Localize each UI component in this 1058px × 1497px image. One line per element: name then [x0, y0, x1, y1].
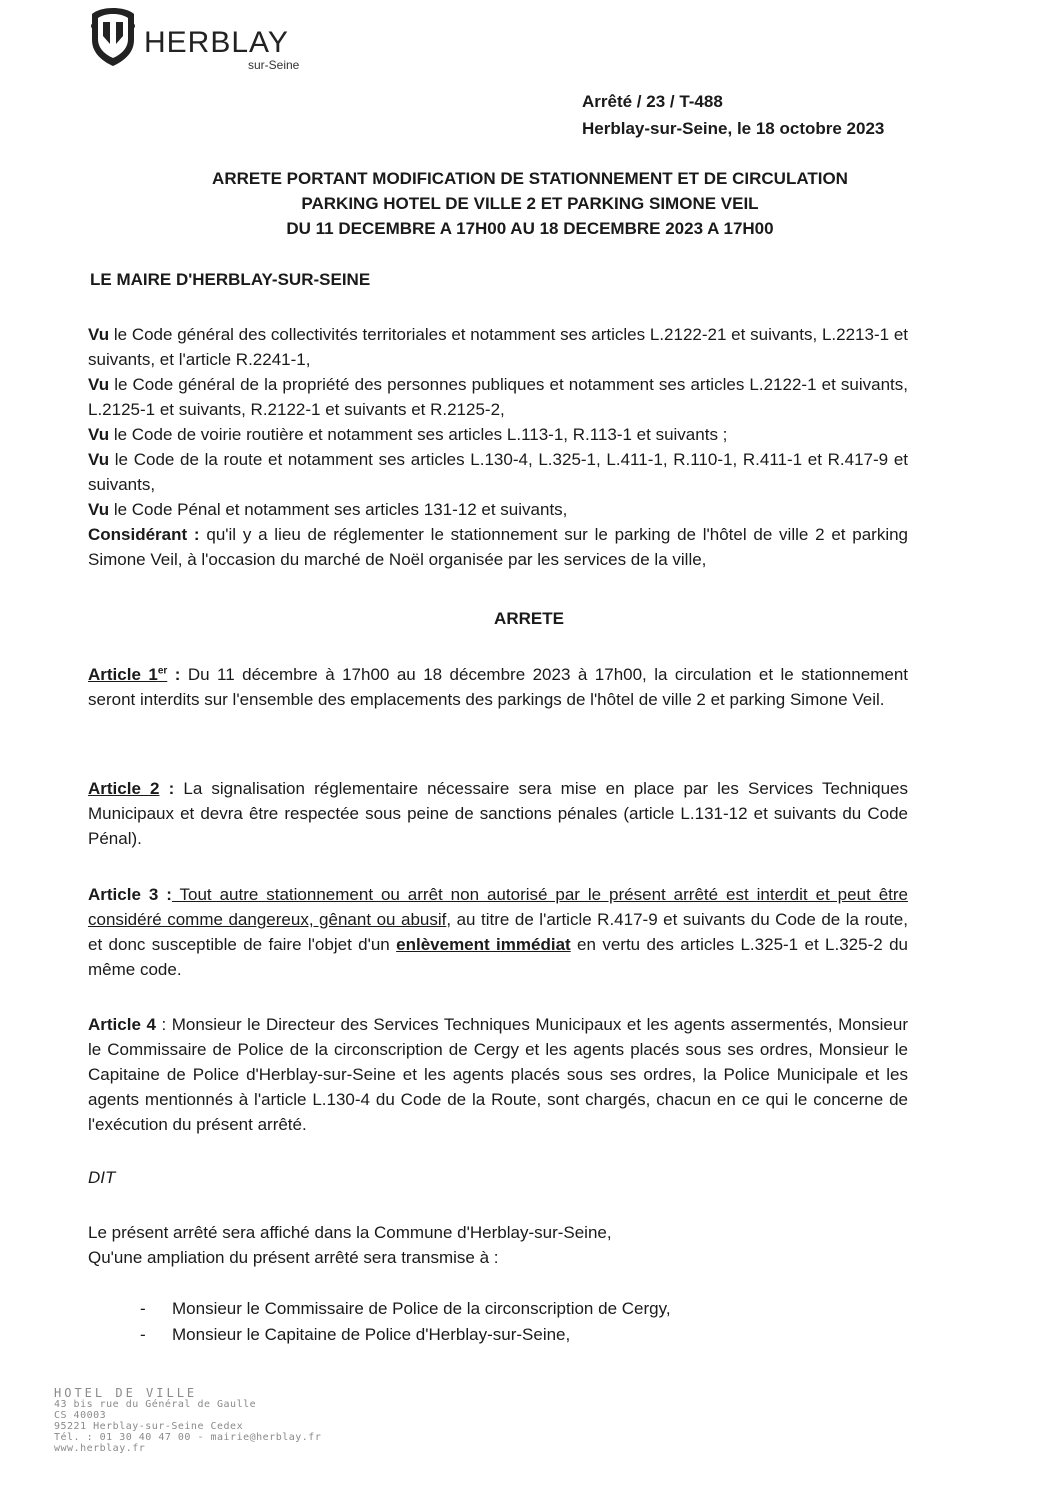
article-1: Article 1er : Du 11 décembre à 17h00 au 18 décembre 2023 à 17h00, la circulation et le stationnement seront interdits sur l'ensemble des emplacements des parkings de l'hôtel de ville 2 et parking Simone Veil. [88, 665, 909, 709]
logo-name: HERBLAY [144, 26, 289, 59]
herblay-logo [88, 6, 318, 72]
considerant-item: Considérant : qu'il y a lieu de réglementer le stationnement sur le parking de l'hôtel de ville 2 et parking Simone Veil, à l'occasion du marché de Noël organisée par les services de la ville, [88, 525, 909, 569]
legal-basis [88, 322, 908, 572]
legal-basis-item: Vu le Code de voirie routière et notamment ses articles L.113-1, R.113-1 et suivants ; [88, 425, 728, 444]
legal-basis-item: Vu le Code général de la propriété des personnes publiques et notamment ses articles L.2122-1 et suivants, L.2125-1 et suivants, R.2122-1 et suivants et R.2125-2, [88, 375, 908, 419]
decree-place-date: Herblay-sur-Seine, le 18 octobre 2023 [582, 119, 885, 138]
legal-basis-item: Vu le Code de la route et notamment ses articles L.130-4, L.325-1, L.411-1, R.110-1, R.411-1 et R.417-9 et suivants, [88, 450, 908, 494]
article-1-label: Article 1er [88, 665, 168, 684]
article-4 [88, 1012, 908, 1137]
mayor-heading: LE MAIRE D'HERBLAY-SUR-SEINE [90, 270, 371, 289]
article-3-emphasis: enlèvement immédiat [396, 935, 571, 954]
article-2-text: La signalisation réglementaire nécessaire sera mise en place par les Services Techniques Municipaux et devra être respectée sous peine de sanctions pénales (article L.131-12 et suivants du Code Pénal). [88, 779, 908, 848]
dit-heading: DIT [88, 1168, 116, 1187]
title-line-2: PARKING HOTEL DE VILLE 2 ET PARKING SIMONE VEIL [301, 194, 759, 213]
article-2: Article 2 : La signalisation réglementaire nécessaire sera mise en place par les Services Techniques Municipaux et devra être respectée sous peine de sanctions pénales (article L.131-12 et suivants du Code Pénal). [88, 779, 908, 848]
decree-reference [582, 88, 884, 142]
display-clause [88, 1220, 908, 1270]
city-crest-icon [88, 6, 138, 68]
article-3-underlined: Tout autre stationnement ou arrêt non autorisé par le présent arrêté est interdit et peut être considéré comme dangereux, gênant ou abusif [88, 885, 908, 929]
footer-address: HOTEL DE VILLE 43 bis rue du Général de Gaulle CS 40003 95221 Herblay-sur-Seine Cedex Tél. : 01 30 40 47 00 - mairie@herblay.fr www.herblay.fr [54, 1386, 322, 1454]
display-line-2: Qu'une ampliation du présent arrêté sera transmise à : [88, 1248, 499, 1267]
list-item: - Monsieur le Commissaire de Police de la circonscription de Cergy, [140, 1299, 671, 1318]
article-1-text: Du 11 décembre à 17h00 au 18 décembre 2023 à 17h00, la circulation et le stationnement seront interdits sur l'ensemble des emplacements des parkings de l'hôtel de ville 2 et parking Simone Veil. [88, 665, 909, 709]
list-item: - Monsieur le Capitaine de Police d'Herblay-sur-Seine, [140, 1325, 571, 1344]
article-4-label: Article 4 [88, 1015, 156, 1034]
arrete-heading: ARRETE [494, 609, 564, 628]
logo-subtitle: sur-Seine [248, 58, 300, 72]
title-line-3: DU 11 DECEMBRE A 17H00 AU 18 DECEMBRE 2023 A 17H00 [286, 219, 774, 238]
legal-basis-item: Vu le Code Pénal et notamment ses articles 131-12 et suivants, [88, 500, 568, 519]
article-3: Article 3 : Tout autre stationnement ou arrêt non autorisé par le présent arrêté est interdit et peut être considéré comme dangereux, gênant ou abusif, au titre de l'article R.417-9 et suivants du Code de la route, et donc susceptible de faire l'objet d'un enlèvement immédiat en vertu des articles L.325-1 et L.325-2 du même code. [88, 885, 908, 979]
display-line-1: Le présent arrêté sera affiché dans la Commune d'Herblay-sur-Seine, [88, 1223, 612, 1242]
decree-number: Arrêté / 23 / T-488 [582, 92, 723, 111]
article-4-text: : Monsieur le Directeur des Services Techniques Municipaux et les agents assermentés, Monsieur le Commissaire de Police de la circonscription de Cergy et les agents placés sous ses ordres, Monsieur le Capitaine de Police d'Herblay-sur-Seine et les agents placés sous ses ordres, la Police Municipale et les agents mentionnés à l'article L.130-4 du Code de la Route, sont chargés, chacun en ce qui le concerne de l'exécution du présent arrêté. [88, 1015, 908, 1134]
article-2-label: Article 2 [88, 779, 160, 798]
article-3-label: Article 3 : [88, 885, 172, 904]
legal-basis-item: Vu le Code général des collectivités territoriales et notamment ses articles L.2122-21 et suivants, L.2213-1 et suivants, et l'article R.2241-1, [88, 325, 908, 369]
decree-title [90, 166, 970, 241]
title-line-1: ARRETE PORTANT MODIFICATION DE STATIONNEMENT ET DE CIRCULATION [212, 169, 848, 188]
recipients-list [140, 1296, 671, 1348]
